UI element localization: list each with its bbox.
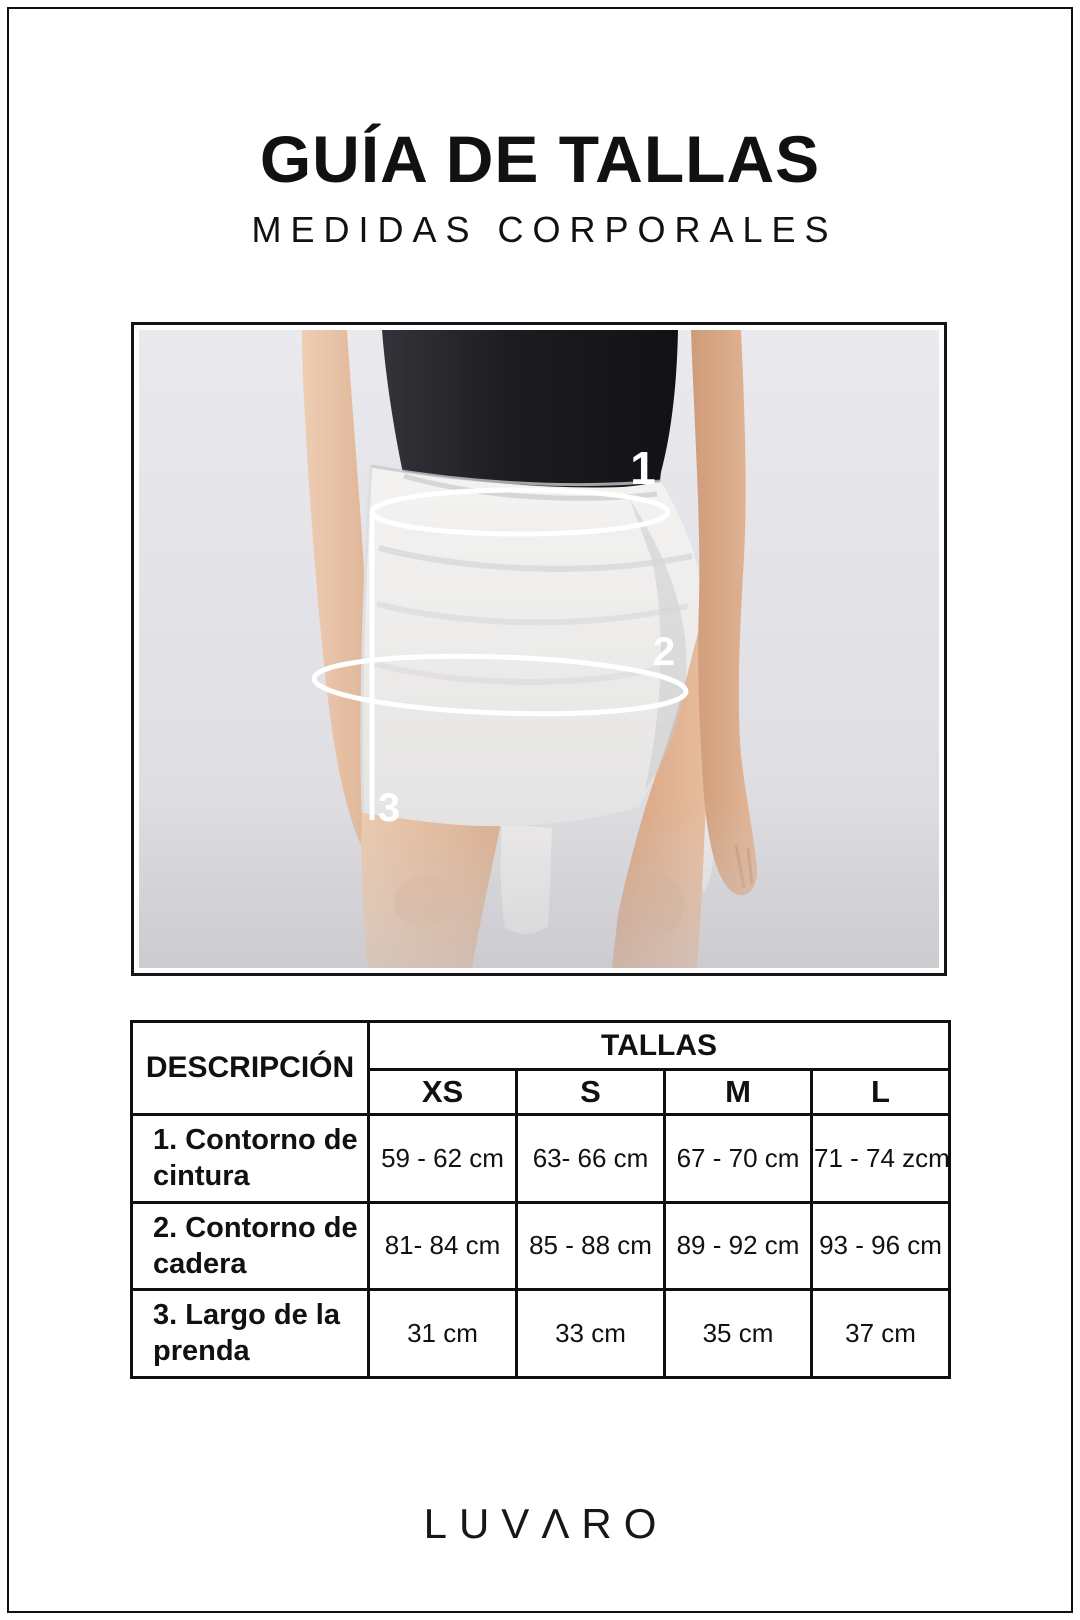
annotation-label-2: 2 [652, 630, 676, 674]
annotation-label-1: 1 [630, 442, 656, 494]
waist-s-value: 63- 66 cm [517, 1115, 665, 1203]
table-row [132, 1290, 950, 1378]
hip-xs-value: 81- 84 cm [369, 1202, 517, 1290]
waist-m-value: 67 - 70 cm [665, 1115, 812, 1203]
length-s-value: 33 cm [517, 1290, 665, 1378]
waist-xs-value: 59 - 62 cm [369, 1115, 517, 1203]
length-m-value: 35 cm [665, 1290, 812, 1378]
row-label-length: 3. Largo de la prenda [132, 1290, 369, 1378]
row-label-hip: 2. Contorno de cadera [132, 1202, 369, 1290]
length-xs-value: 31 cm [369, 1290, 517, 1378]
size-table [130, 1020, 951, 1379]
table-row [132, 1202, 950, 1290]
floor-shadow [139, 800, 939, 968]
size-column-s: S [517, 1070, 665, 1115]
size-column-xs: XS [369, 1070, 517, 1115]
length-l-value: 37 cm [812, 1290, 950, 1378]
model-photo-frame [131, 322, 947, 976]
page-title: GUÍA DE TALLAS [259, 122, 821, 196]
table-header-tallas: TALLAS [369, 1022, 950, 1070]
hip-s-value: 85 - 88 cm [517, 1202, 665, 1290]
brand-logo: LUVΛRO [423, 1500, 669, 1547]
model-photo [139, 330, 939, 968]
size-column-m: M [665, 1070, 812, 1115]
page-subtitle: MEDIDAS CORPORALES [251, 209, 838, 250]
hip-m-value: 89 - 92 cm [665, 1202, 812, 1290]
waist-l-value: 71 - 74 zcm [812, 1115, 950, 1203]
size-column-l: L [812, 1070, 950, 1115]
table-header-description: DESCRIPCIÓN [132, 1022, 369, 1115]
table-row [132, 1115, 950, 1203]
hip-l-value: 93 - 96 cm [812, 1202, 950, 1290]
annotation-label-3: 3 [377, 786, 401, 830]
row-label-waist: 1. Contorno de cintura [132, 1115, 369, 1203]
